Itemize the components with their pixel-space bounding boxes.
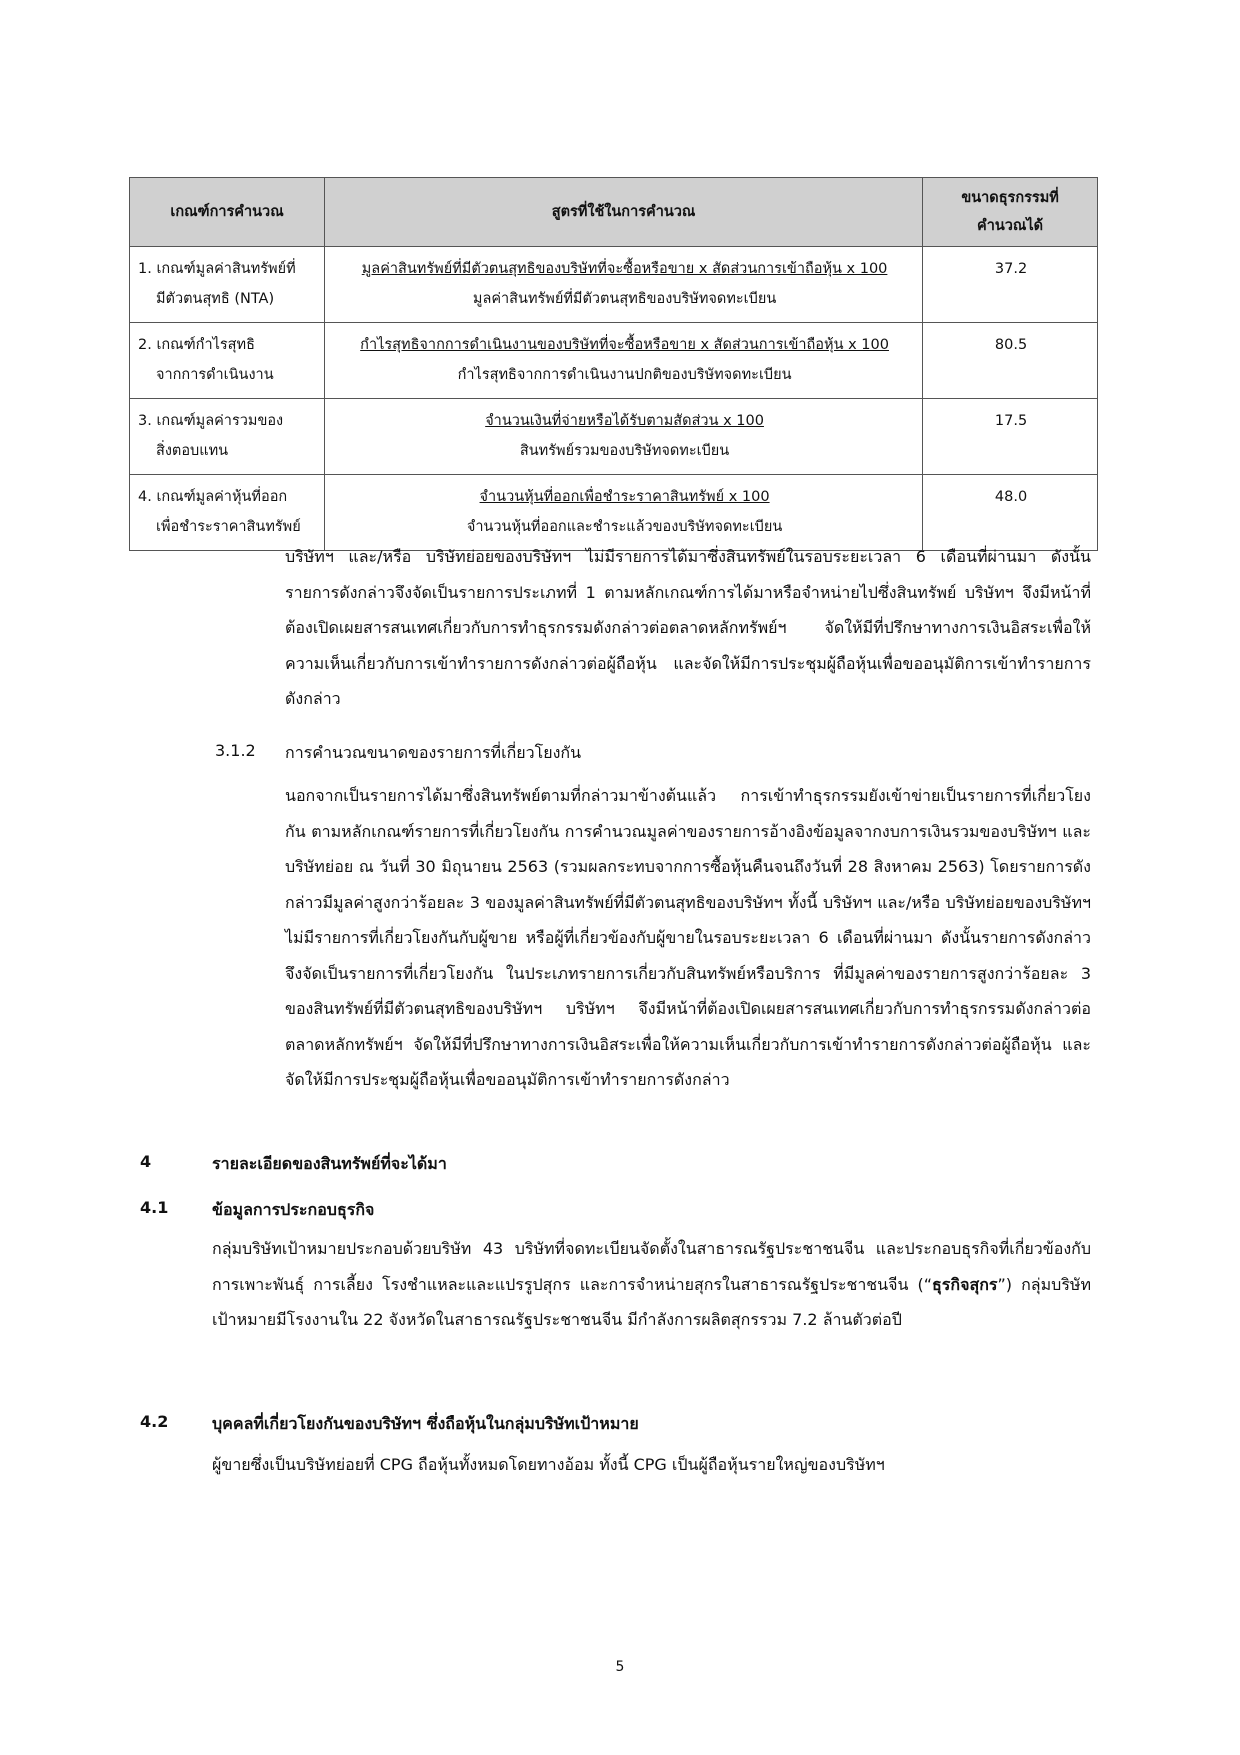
criteria-line1: 2. เกณฑ์กำไรสุทธิ	[138, 337, 255, 353]
criteria-line1: 3. เกณฑ์มูลค่ารวมของ	[138, 413, 284, 429]
criteria-cell	[130, 399, 325, 475]
header-size	[923, 178, 1098, 247]
table-row	[130, 399, 1098, 475]
formula-cell	[325, 399, 923, 475]
table-row	[130, 247, 1098, 323]
size-value: 48.0	[923, 475, 1098, 551]
criteria-line2: มีตัวตนสุทธิ (NTA)	[156, 291, 275, 307]
criteria-line2: จากการดำเนินงาน	[156, 367, 274, 383]
section-4-1-title: ข้อมูลการประกอบธุรกิจ	[212, 1200, 375, 1219]
criteria-cell	[130, 323, 325, 399]
transaction-size-table	[129, 177, 1098, 551]
formula-cell	[325, 247, 923, 323]
criteria-line1: 1. เกณฑ์มูลค่าสินทรัพย์ที่	[138, 261, 296, 277]
section-4-title: รายละเอียดของสินทรัพย์ที่จะได้มา	[212, 1154, 447, 1173]
formula-numerator: จำนวนเงินที่จ่ายหรือได้รับตามสัดส่วน x 100	[485, 413, 764, 429]
defined-term: ธุรกิจสุกร	[932, 1274, 998, 1294]
formula-numerator: จำนวนหุ้นที่ออกเพื่อชำระราคาสินทรัพย์ x 100	[479, 489, 770, 505]
table-header-row	[130, 178, 1098, 247]
formula-denominator: มูลค่าสินทรัพย์ที่มีตัวตนสุทธิของบริษัทจดทะเบียน	[472, 291, 777, 307]
criteria-line2: เพื่อชำระราคาสินทรัพย์	[156, 519, 301, 535]
formula-denominator: จำนวนหุ้นที่ออกและชำระแล้วของบริษัทจดทะเบียน	[466, 519, 783, 535]
paragraph-connected-persons: ผู้ขายซึ่งเป็นบริษัทย่อยที่ CPG ถือหุ้นทั้งหมดโดยทางอ้อม ทั้งนี้ CPG เป็นผู้ถือหุ้นรายใหญ่ของบริษัทฯ	[212, 1455, 885, 1474]
header-formula: สูตรที่ใช้ในการคำนวณ	[325, 178, 923, 247]
paragraph-asset-acquisition: บริษัทฯ และ/หรือ บริษัทย่อยของบริษัทฯ ไม่มีรายการได้มาซึ่งสินทรัพย์ในรอบระยะเวลา 6 เดือนที่ผ่านมา ดังนั้น รายการดังกล่าวจึงจัดเป็นรายการประเภทที่ 1 ตามหลักเกณฑ์การได้มาหรือจำหน่ายไปซึ่งสินทรัพย์ บริษัทฯ จึงมีหน้าที่ต้องเปิดเผยสารสนเทศเกี่ยวกับการทำธุรกรรมดังกล่าวต่อตลาดหลักทรัพย์ฯ จัดให้มีที่ปรึกษาทางการเงินอิสระเพื่อให้ความเห็นเกี่ยวกับการเข้าทำรายการดังกล่าวต่อผู้ถือหุ้น และจัดให้มีการประชุมผู้ถือหุ้นเพื่อขออนุมัติการเข้าทำรายการดังกล่าว	[285, 547, 1091, 708]
header-criteria: เกณฑ์การคำนวณ	[130, 178, 325, 247]
formula-denominator: สินทรัพย์รวมของบริษัทจดทะเบียน	[519, 443, 730, 459]
section-4-1-number: 4.1	[140, 1198, 169, 1217]
page-number: 5	[615, 1659, 625, 1675]
size-value: 17.5	[923, 399, 1098, 475]
size-value: 37.2	[923, 247, 1098, 323]
section-4-number: 4	[140, 1152, 152, 1171]
header-size-line1: ขนาดธุรกรรมที่	[961, 190, 1059, 206]
table-row	[130, 323, 1098, 399]
formula-cell	[325, 323, 923, 399]
header-size-line2: คำนวณได้	[977, 218, 1044, 234]
criteria-line2: สิ่งตอบแทน	[156, 443, 229, 459]
business-info-text-cont: ”) กลุ่มบริษัทเป้าหมายมีโรงงานใน 22 จังหวัดในสาธารณรัฐประชาชนจีน มีกำลังการผลิตสุกรรวม 7.2 ล้านตัวต่อปี	[212, 1274, 1092, 1329]
formula-numerator: มูลค่าสินทรัพย์ที่มีตัวตนสุทธิของบริษัทที่จะซื้อหรือขาย x สัดส่วนการเข้าถือหุ้น x 100	[361, 261, 888, 277]
section-4-2-number: 4.2	[140, 1412, 169, 1431]
formula-numerator: กำไรสุทธิจากการดำเนินงานของบริษัทที่จะซื้อหรือขาย x สัดส่วนการเข้าถือหุ้น x 100	[360, 337, 889, 353]
section-3-1-2-title: การคำนวณขนาดของรายการที่เกี่ยวโยงกัน	[285, 743, 582, 762]
section-4-2-title: บุคคลที่เกี่ยวโยงกันของบริษัทฯ ซึ่งถือหุ้นในกลุ่มบริษัทเป้าหมาย	[212, 1414, 639, 1433]
business-info-text: กลุ่มบริษัทเป้าหมายประกอบด้วยบริษัท 43 บริษัทที่จดทะเบียนจัดตั้งในสาธารณรัฐประชาชนจีน และประกอบธุรกิจที่เกี่ยวข้องกับการเพาะพันธุ์ การเลี้ยง โรงชำแหละและแปรรูปสุกร และการจำหน่ายสุกรในสาธารณรัฐประชาชนจีน (“	[212, 1239, 1091, 1294]
criteria-cell	[130, 247, 325, 323]
criteria-line1: 4. เกณฑ์มูลค่าหุ้นที่ออก	[138, 489, 288, 505]
section-3-1-2-number: 3.1.2	[215, 741, 256, 760]
paragraph-business-info	[212, 1231, 1091, 1338]
formula-denominator: กำไรสุทธิจากการดำเนินงานปกติของบริษัทจดทะเบียน	[457, 367, 792, 383]
size-value: 80.5	[923, 323, 1098, 399]
paragraph-connected-transaction: นอกจากเป็นรายการได้มาซึ่งสินทรัพย์ตามที่กล่าวมาข้างต้นแล้ว การเข้าทำธุรกรรมยังเข้าข่ายเป็นรายการที่เกี่ยวโยงกัน ตามหลักเกณฑ์รายการที่เกี่ยวโยงกัน การคำนวณมูลค่าของรายการอ้างอิงข้อมูลจากงบการเงินรวมของบริษัทฯ และบริษัทย่อย ณ วันที่ 30 มิถุนายน 2563 (รวมผลกระทบจากการซื้อหุ้นคืนจนถึงวันที่ 28 สิงหาคม 2563) โดยรายการดังกล่าวมีมูลค่าสูงกว่าร้อยละ 3 ของมูลค่าสินทรัพย์ที่มีตัวตนสุทธิของบริษัทฯ ทั้งนี้ บริษัทฯ และ/หรือ บริษัทย่อยของบริษัทฯ ไม่มีรายการที่เกี่ยวโยงกันกับผู้ขาย หรือผู้ที่เกี่ยวข้องกับผู้ขายในรอบระยะเวลา 6 เดือนที่ผ่านมา ดังนั้นรายการดังกล่าวจึงจัดเป็นรายการที่เกี่ยวโยงกัน ในประเภทรายการเกี่ยวกับสินทรัพย์หรือบริการ ที่มีมูลค่าของรายการสูงกว่าร้อยละ 3 ของสินทรัพย์ที่มีตัวตนสุทธิของบริษัทฯ บริษัทฯ จึงมีหน้าที่ต้องเปิดเผยสารสนเทศเกี่ยวกับการทำธุรกรรมดังกล่าวต่อตลาดหลักทรัพย์ฯ จัดให้มีที่ปรึกษาทางการเงินอิสระเพื่อให้ความเห็นเกี่ยวกับการเข้าทำรายการดังกล่าวต่อผู้ถือหุ้น และจัดให้มีการประชุมผู้ถือหุ้นเพื่อขออนุมัติการเข้าทำรายการดังกล่าว	[285, 786, 1091, 1089]
